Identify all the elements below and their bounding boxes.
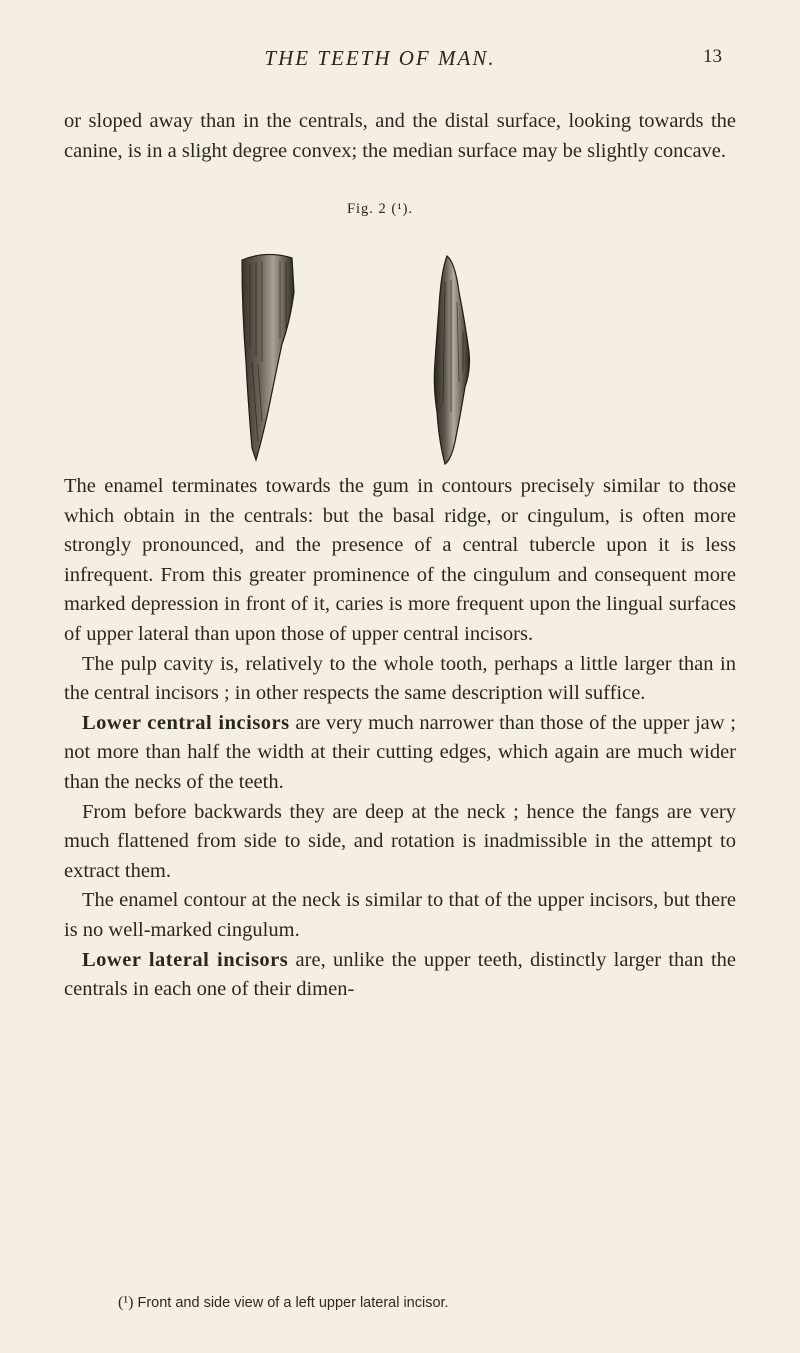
page-number: 13: [703, 46, 722, 67]
paragraph-text: are, unlike the upper teeth, distinctly larger than the centrals in each one of their dimen-: [64, 948, 736, 1001]
paragraph-text: are very much narrower than those of the upper jaw ; not more than half the width at their cutting edges, which again are much wider than the necks of the teeth.: [64, 711, 736, 793]
paragraph: The pulp cavity is, relatively to the whole tooth, perhaps a little larger than in the central incisors ; in other respects the same description will suffice.: [64, 652, 736, 705]
paragraph: The enamel terminates towards the gum in contours precisely similar to those which obtain in the centrals: but the basal ridge, or cingulum, is often more strongly pronounced, and the presence of a central tubercle upon it is less infrequent. From this greater prominence of the cingulum and consequent more marked depression in front of it, caries is more frequent upon the lingual surfaces of upper lateral than upon those of upper central incisors.: [64, 475, 736, 645]
section-lead: Lower lateral incisors: [82, 948, 289, 971]
tooth-side-view-illustration: [425, 252, 477, 467]
paragraph: [64, 709, 736, 798]
running-title: THE TEETH OF MAN.: [264, 46, 496, 70]
text-block-body: [64, 472, 736, 1005]
figure-reference: (¹).: [391, 201, 414, 217]
paragraph: From before backwards they are deep at the neck ; hence the fangs are very much flattened from side to side, and rotation is inadmissible in the attempt to extract them.: [64, 800, 736, 882]
paragraph: [64, 946, 736, 1005]
section-lead: Lower central incisors: [82, 711, 290, 734]
tooth-front-view-illustration: [236, 252, 296, 467]
figure-caption: [300, 201, 460, 218]
footnote: [118, 1294, 738, 1312]
paragraph: or sloped away than in the centrals, and the distal surface, looking towards the canine, is in a slight degree convex; the median surface may be slightly concave.: [64, 110, 736, 162]
footnote-text: Front and side view of a left upper lateral incisor.: [133, 1295, 449, 1311]
running-head: [0, 46, 800, 74]
footnote-mark: (¹): [118, 1294, 134, 1311]
figure-label: Fig. 2: [346, 201, 387, 217]
text-block-top: [64, 107, 736, 166]
paragraph: The enamel contour at the neck is similar to that of the upper incisors, but there is no well-marked cingulum.: [64, 889, 736, 941]
